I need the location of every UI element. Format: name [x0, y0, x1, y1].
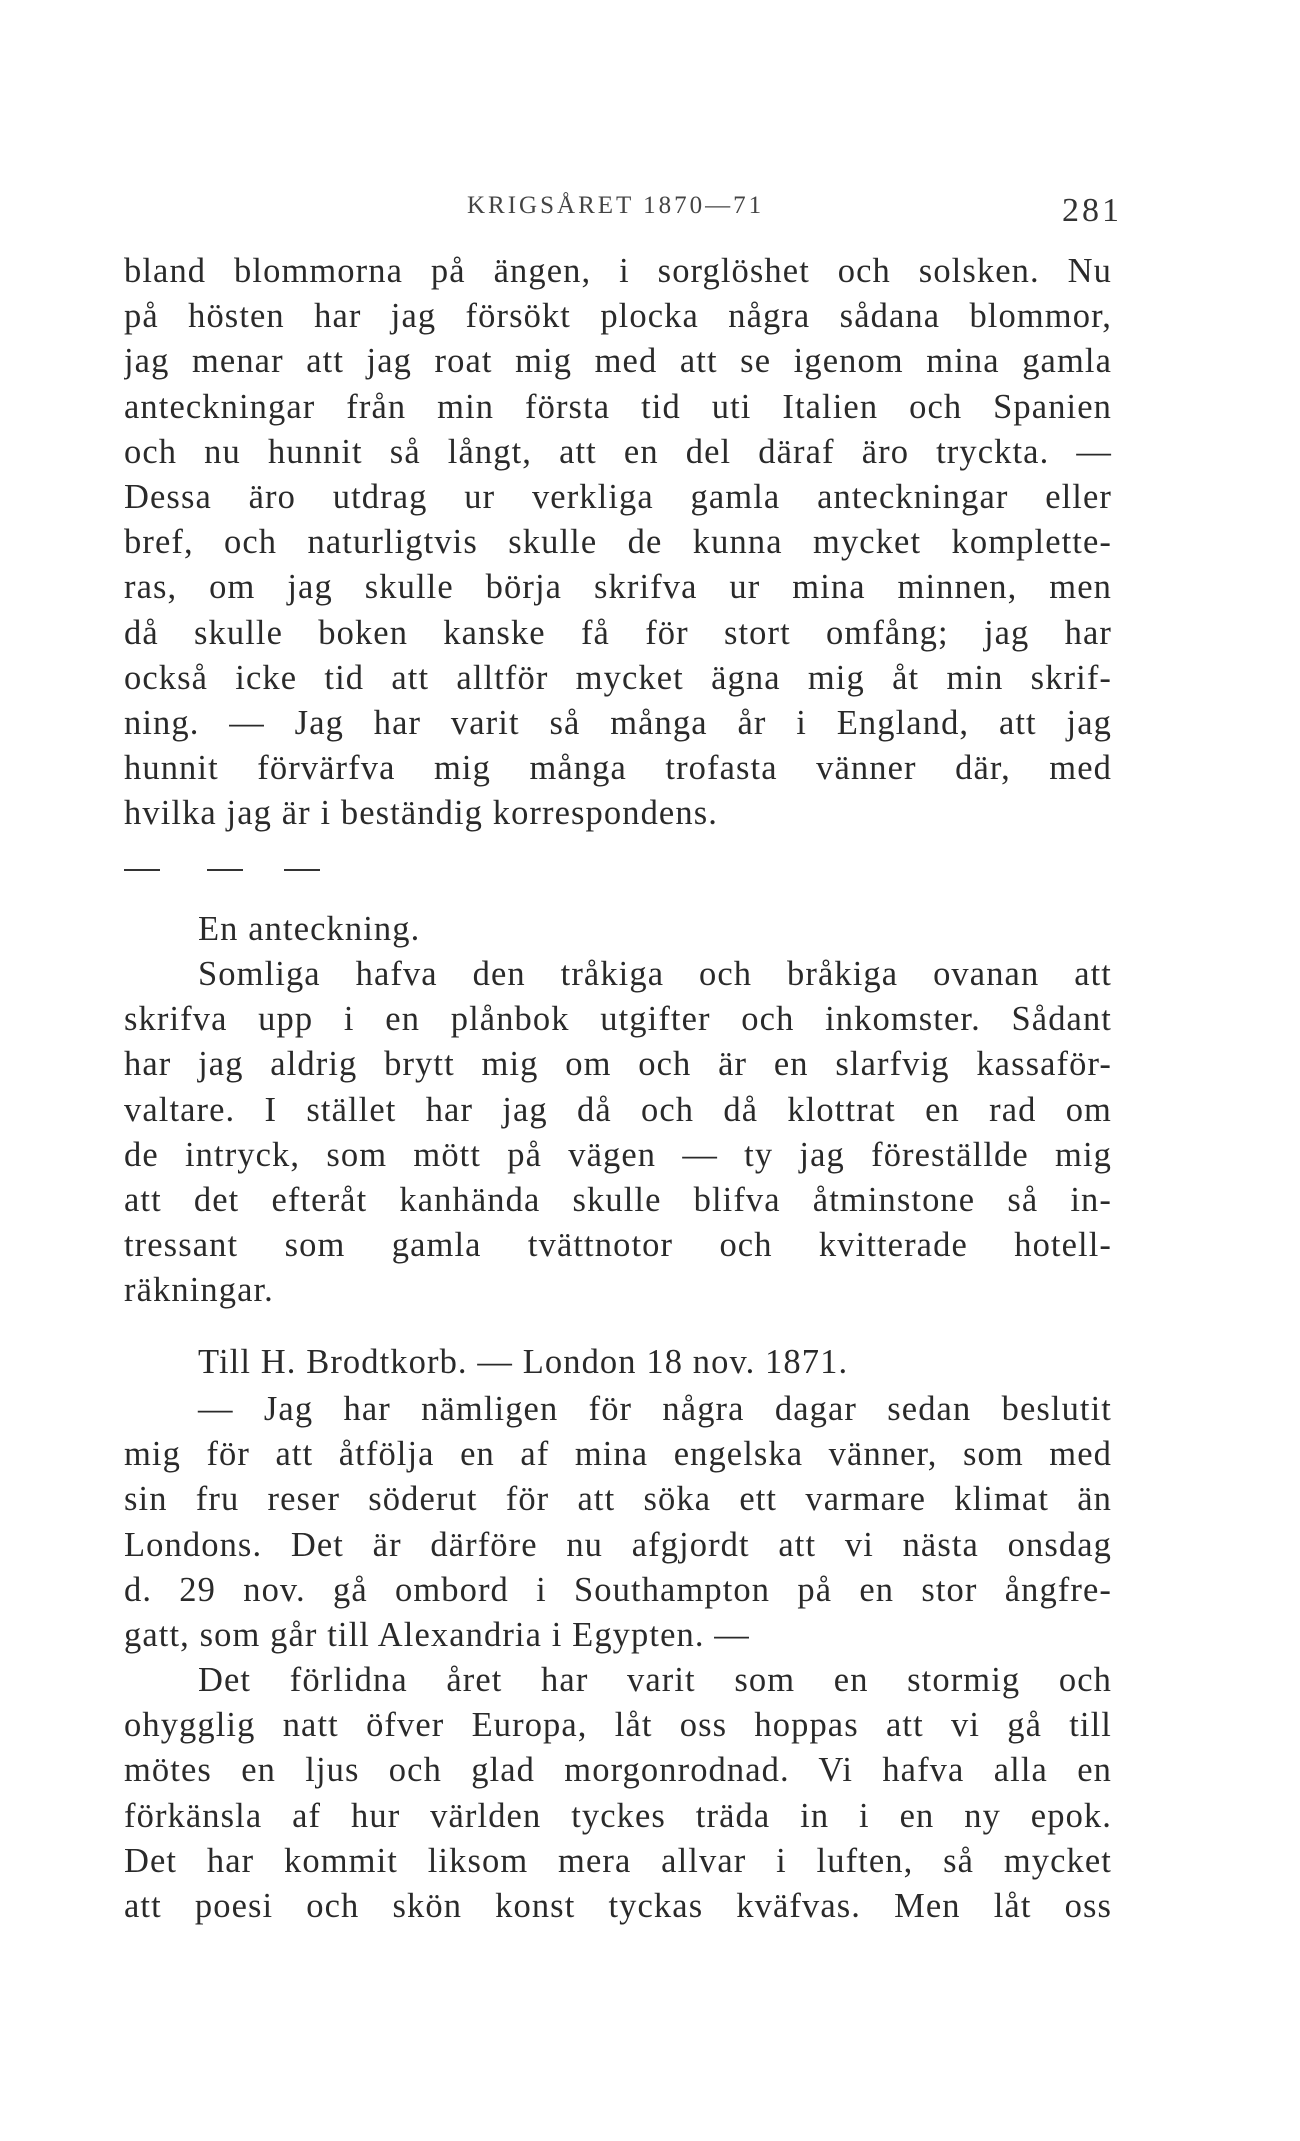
running-title: KRIGSÅRET 1870—71 [467, 192, 765, 219]
text-line: tressant som gamla tvättnotor och kvitterade hotell- [124, 1226, 1112, 1265]
text-line: d. 29 nov. gå ombord i Southampton på en stor ångfre- [124, 1570, 1112, 1609]
separator-dash [284, 869, 320, 871]
letter-heading-block [124, 1340, 1112, 1385]
text-line: ohygglig natt öfver Europa, låt oss hoppas att vi gå till [124, 1706, 1112, 1745]
separator-dash [207, 869, 243, 871]
letter-heading: Till H. Brodtkorb. — London 18 nov. 1871. [198, 1343, 849, 1381]
paragraph-4 [124, 1658, 1112, 1929]
text-line: att det efteråt kanhända skulle blifva åtminstone så in- [124, 1180, 1112, 1219]
section-heading: En anteckning. [198, 910, 421, 948]
text-line: Somliga hafva den tråkiga och bråkiga ovanan att [198, 955, 1112, 993]
text-line: de intryck, som mött på vägen — ty jag föreställde mig [124, 1135, 1112, 1174]
text-line: mig för att åtfölja en af mina engelska vänner, som med [124, 1435, 1112, 1474]
text-line-alt: bref, och naturligtvis skulle de kunna mycket komplette- [124, 523, 1112, 562]
text-line: Det förlidna året har varit som en stormig och [198, 1661, 1112, 1699]
text-line: på hösten har jag försökt plocka några sådana blommor, [124, 297, 1112, 336]
text-line: och nu hunnit så långt, att en del däraf äro tryckta. — [124, 432, 1112, 471]
text-line: sin fru reser söderut för att söka ett varmare klimat än [124, 1480, 1112, 1519]
text-line: ras, om jag skulle börja skrifva ur mina minnen, men [124, 568, 1112, 607]
text-line: gatt, som går till Alexandria i Egypten. — [124, 1615, 750, 1654]
text-line: anteckningar från min första tid uti Italien och Spanien [124, 387, 1112, 426]
text-line: bland blommorna på ängen, i sorglöshet och solsken. Nu [124, 252, 1112, 290]
paragraph-2 [124, 952, 1112, 1314]
text-line: Det har kommit liksom mera allvar i luften, så mycket [124, 1841, 1112, 1880]
text-line: också icke tid att alltför mycket ägna mig åt min skrif- [124, 658, 1112, 697]
text-line: då skulle boken kanske få för stort omfång; jag har [124, 613, 1112, 652]
paragraph-3 [124, 1387, 1112, 1658]
section-heading-block [124, 907, 1112, 952]
text-line: hunnit förvärfva mig många trofasta vänner där, med [124, 749, 1112, 788]
text-line: — Jag har nämligen för några dagar sedan beslutit [198, 1390, 1112, 1428]
text-line: förkänsla af hur världen tyckes träda in i en ny epok. [124, 1796, 1112, 1835]
text-line: att poesi och skön konst tyckas kväfvas. Men låt oss [124, 1886, 1112, 1925]
text-line: mötes en ljus och glad morgonrodnad. Vi hafva alla en [124, 1751, 1112, 1790]
paragraph-1 [124, 249, 1112, 836]
text-line: räkningar. [124, 1271, 274, 1310]
text-line: jag menar att jag roat mig med att se igenom mina gamla [124, 342, 1112, 381]
text-line: skrifva upp i en plånbok utgifter och inkomster. Sådant [124, 1000, 1112, 1039]
text-line: Dessa äro utdrag ur verkliga gamla anteckningar eller [124, 477, 1112, 516]
text-line: hvilka jag är i beständig korrespondens. [124, 794, 718, 833]
text-line: Londons. Det är därföre nu afgjordt att vi nästa onsdag [124, 1525, 1112, 1564]
text-line: ning. — Jag har varit så många år i England, att jag [124, 703, 1112, 742]
page-number: 281 [1062, 192, 1122, 229]
section-separator [124, 851, 324, 871]
text-line: valtare. I stället har jag då och då klottrat en rad om [124, 1090, 1112, 1129]
text-line: har jag aldrig brytt mig om och är en slarfvig kassaför- [124, 1045, 1112, 1084]
separator-dash [124, 869, 160, 871]
